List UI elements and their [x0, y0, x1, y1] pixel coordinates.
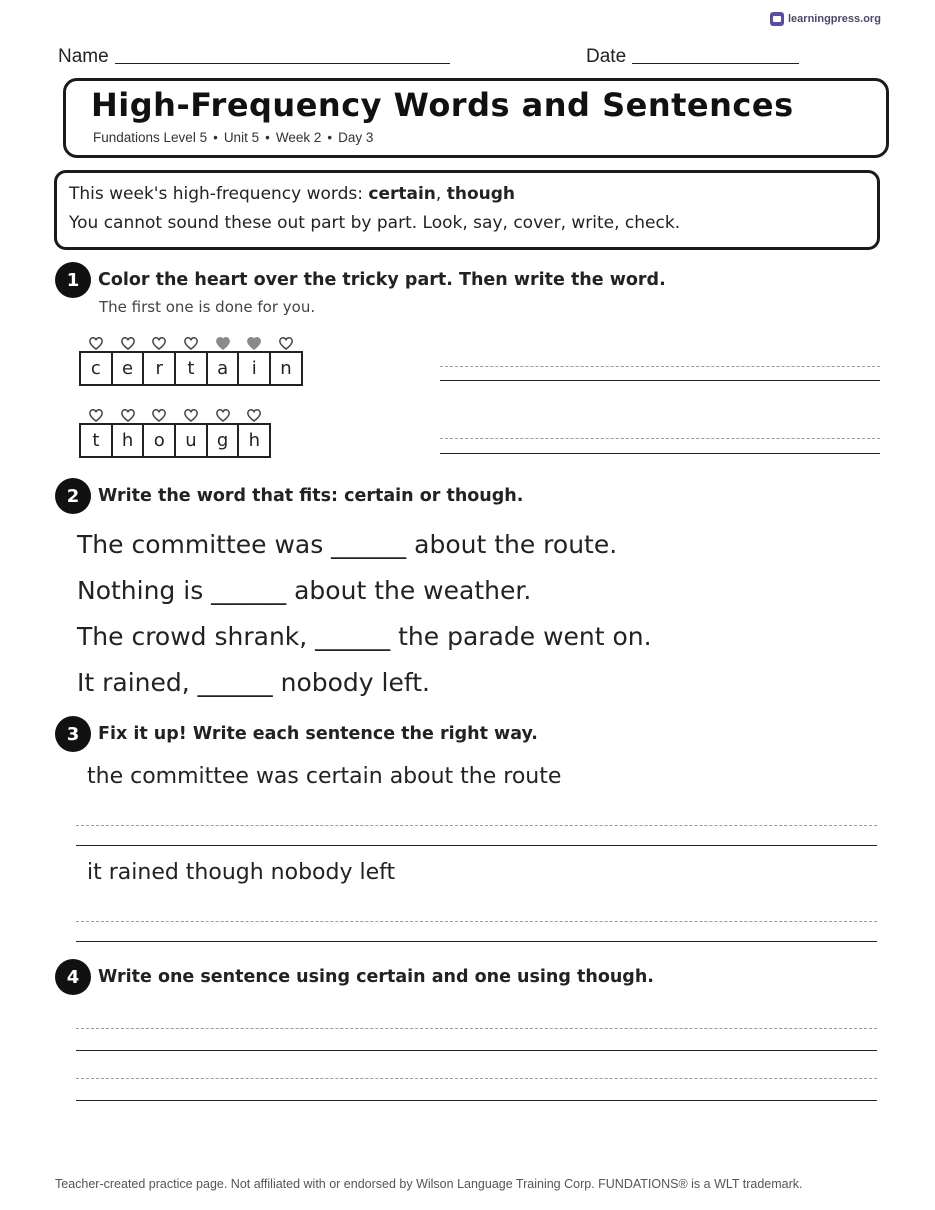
heart-icon[interactable] [216, 337, 230, 350]
letter-tile [79, 423, 113, 458]
section-4-number: 4 [55, 959, 91, 995]
letter-tile [111, 423, 145, 458]
info-word-certain: certain [368, 184, 436, 204]
fill-sentence-1: The committee was ______ about the route. [77, 530, 618, 559]
fill-sentence-2: Nothing is ______ about the weather. [77, 576, 532, 605]
brand-name: learningpress.org [788, 13, 881, 25]
date-blank-line[interactable] [632, 50, 799, 64]
tile-letter: r [155, 358, 163, 379]
info-box [54, 170, 880, 250]
section-1-number: 1 [55, 262, 91, 298]
name-blank-line[interactable] [115, 50, 450, 64]
date-field [586, 46, 799, 68]
letter-tile [174, 423, 208, 458]
tile-letter: u [185, 430, 197, 451]
subtitle-day: Day 3 [338, 130, 374, 145]
tile-letter: n [280, 358, 292, 379]
heart-icon[interactable] [152, 409, 166, 422]
write-line-fix-2[interactable] [76, 941, 877, 942]
heart-icon[interactable] [279, 337, 293, 350]
date-label: Date [586, 46, 627, 67]
fill-sentence-3: The crowd shrank, ______ the parade went on. [77, 622, 652, 651]
write-line-though[interactable] [440, 453, 880, 454]
write-guide-line [76, 1028, 877, 1029]
write-line-sentence-2[interactable] [76, 1100, 877, 1101]
letter-tile [142, 351, 176, 386]
letter-tile [269, 351, 303, 386]
brand-logo [770, 12, 881, 26]
tile-letter: e [121, 358, 134, 379]
word-tiles-certain [79, 351, 303, 386]
section-4-title: Write one sentence using certain and one using though. [98, 967, 654, 987]
write-line-fix-1[interactable] [76, 845, 877, 846]
tile-letter: g [216, 430, 229, 451]
fix-sentence-2: it rained though nobody left [87, 860, 396, 885]
tile-letter: c [90, 358, 101, 379]
write-guide-line [76, 825, 877, 826]
info-instruction: You cannot sound these out part by part. Look, say, cover, write, check. [69, 213, 681, 233]
subtitle-separator: • [265, 130, 270, 145]
write-guide-line [440, 438, 880, 439]
letter-tile [111, 351, 145, 386]
section-1-title: Color the heart over the tricky part. Then write the word. [98, 270, 666, 290]
tile-letter: h [121, 430, 134, 451]
fill-sentence-4: It rained, ______ nobody left. [77, 668, 430, 697]
word-tiles-though [79, 423, 271, 458]
subtitle-unit: Unit 5 [223, 130, 260, 145]
name-field [58, 46, 450, 68]
tile-letter: h [248, 430, 260, 451]
section-1-subtitle: The first one is done for you. [99, 298, 316, 316]
heart-icon[interactable] [121, 337, 135, 350]
subtitle-separator: • [327, 130, 333, 145]
letter-tile [237, 351, 271, 386]
heart-icon[interactable] [184, 337, 198, 350]
write-guide-line [76, 921, 877, 922]
name-label: Name [58, 46, 109, 67]
tile-letter: t [187, 358, 195, 379]
tile-letter: t [92, 430, 100, 451]
section-3-title: Fix it up! Write each sentence the right way. [98, 724, 538, 744]
tile-letter: o [153, 430, 165, 451]
write-line-sentence-1[interactable] [76, 1050, 877, 1051]
page-title: High-Frequency Words and Sentences [91, 86, 794, 124]
footer-disclaimer: Teacher-created practice page. Not affiliated with or endorsed by Wilson Language Training Corp. FUNDATIONS® is a WLT trademark. [55, 1177, 803, 1191]
write-line-certain[interactable] [440, 380, 880, 381]
section-2-title: Write the word that fits: certain or though. [98, 486, 524, 506]
tile-letter: i [251, 358, 257, 379]
write-guide-line [440, 366, 880, 367]
letter-tile [142, 423, 176, 458]
info-word-though: though [446, 184, 516, 204]
letter-tile [237, 423, 271, 458]
tile-letter: a [217, 358, 229, 379]
info-prefix: This week's high-frequency words: [69, 184, 369, 204]
subtitle-separator: • [213, 130, 218, 145]
fix-sentence-1: the committee was certain about the route [87, 764, 562, 789]
section-2-number: 2 [55, 478, 91, 514]
letter-tile [79, 351, 113, 386]
heart-icon[interactable] [89, 337, 103, 350]
info-words-line [69, 184, 515, 204]
letter-tile [174, 351, 208, 386]
heart-icon[interactable] [247, 337, 261, 350]
heart-icon[interactable] [89, 409, 103, 422]
subtitle-level: Fundations Level 5 [93, 130, 208, 145]
letter-tile [206, 351, 240, 386]
heart-icon[interactable] [216, 409, 230, 422]
heart-icon[interactable] [247, 409, 261, 422]
heart-icon[interactable] [184, 409, 198, 422]
write-guide-line [76, 1078, 877, 1079]
subtitle-week: Week 2 [275, 130, 322, 145]
page-subtitle [93, 130, 373, 145]
letter-tile [206, 423, 240, 458]
section-3-number: 3 [55, 716, 91, 752]
info-comma: , [435, 184, 447, 204]
heart-icon[interactable] [152, 337, 166, 350]
heart-icon[interactable] [121, 409, 135, 422]
book-icon [770, 12, 784, 26]
